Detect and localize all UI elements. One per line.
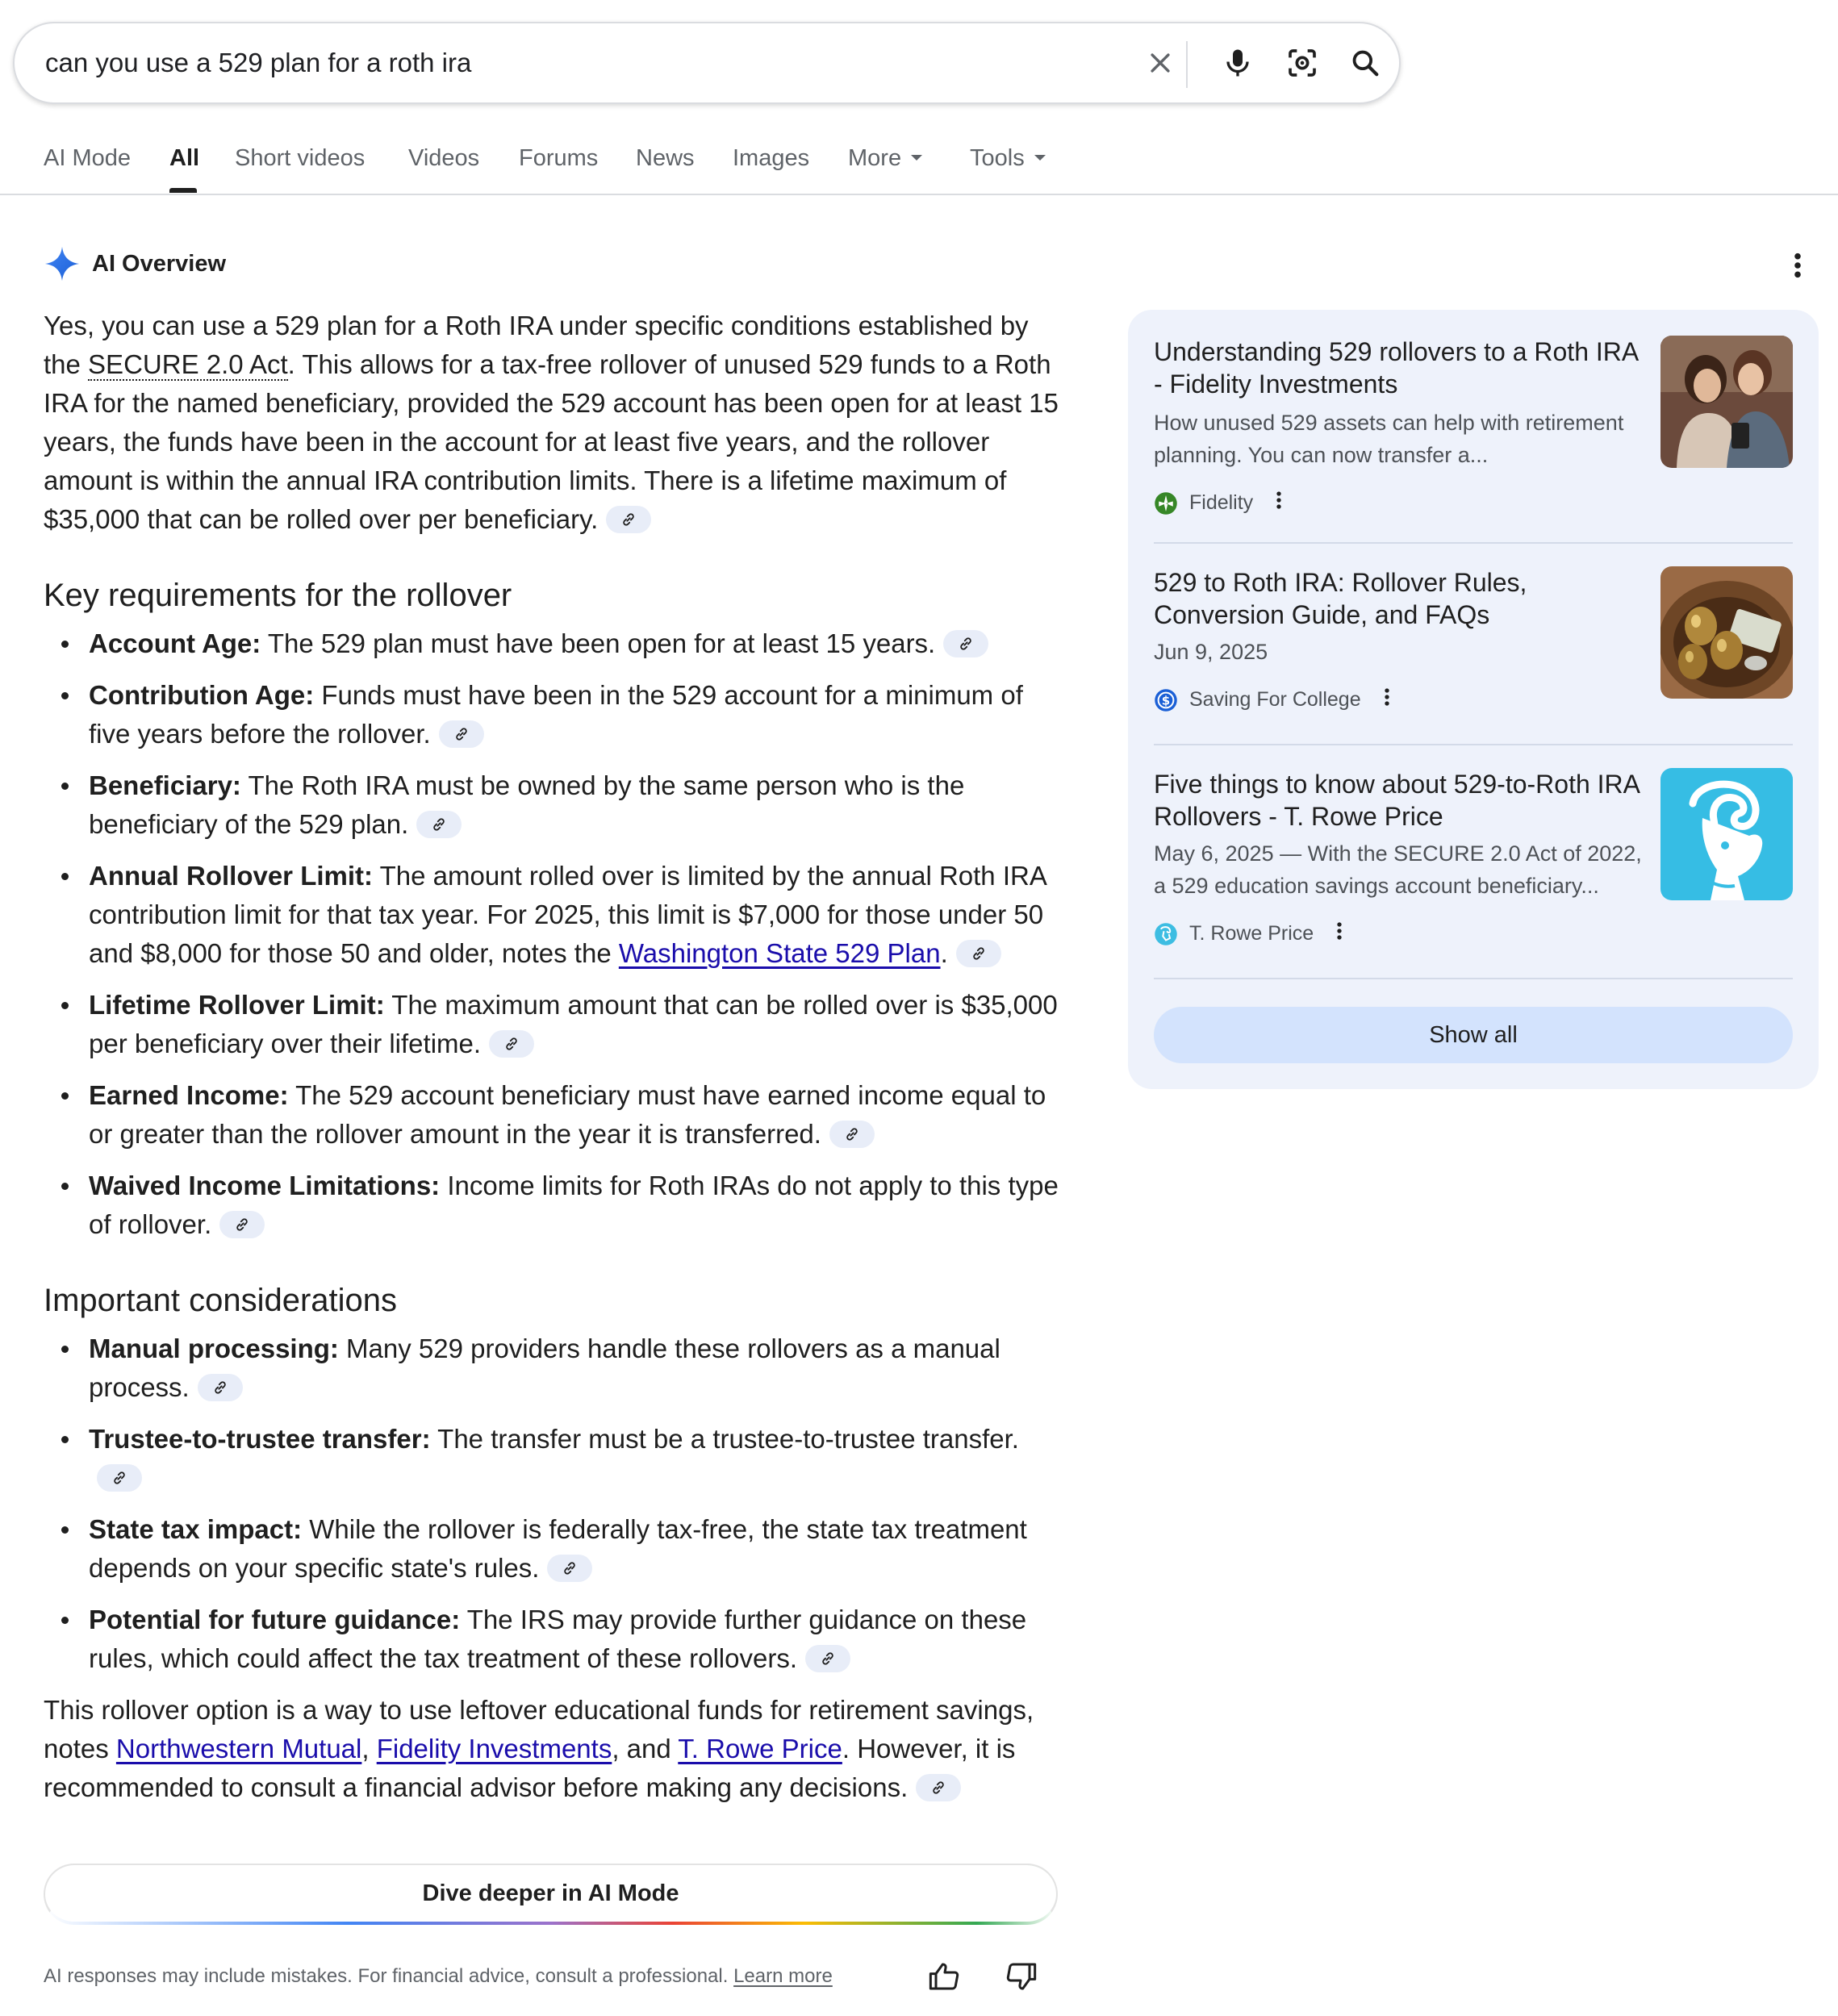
tab-news[interactable]: News	[636, 145, 695, 171]
citation-link-icon[interactable]	[805, 1645, 850, 1672]
list-item: Lifetime Rollover Limit: The maximum amount that can be rolled over is $35,000 per beneficiary over their lifetime.	[44, 986, 1060, 1063]
dive-deeper-button[interactable]: Dive deeper in AI Mode	[44, 1864, 1058, 1925]
intro-text-1: Yes, you can use a 529 plan for a Roth IRA under specific conditions established by the	[44, 311, 1029, 379]
tab-more[interactable]	[848, 145, 922, 172]
citation-link-icon[interactable]	[198, 1374, 243, 1401]
citation-link-icon[interactable]	[547, 1555, 592, 1582]
source-site	[1154, 920, 1343, 948]
more-options-icon[interactable]	[1336, 920, 1343, 948]
source-card-t-rowe-price[interactable]	[1154, 768, 1793, 962]
ai-overview-content	[44, 307, 1060, 1807]
tab-ai-mode[interactable]: AI Mode	[44, 145, 131, 171]
citation-link-icon[interactable]	[489, 1030, 534, 1058]
show-all-button[interactable]: Show all	[1154, 1007, 1793, 1063]
ai-disclaimer	[44, 1965, 833, 1988]
citation-link-icon[interactable]	[416, 811, 462, 838]
sources-panel	[1128, 310, 1819, 1089]
source-description: Jun 9, 2025	[1154, 640, 1268, 664]
tab-all[interactable]: All	[169, 145, 200, 171]
list-item: Manual processing: Many 529 providers handle these rollovers as a manual process.	[44, 1329, 1060, 1407]
list-item: Potential for future guidance: The IRS may provide further guidance on these rules, which could affect the tax treatment of these rollovers.	[44, 1601, 1060, 1678]
more-options-icon[interactable]	[1276, 489, 1282, 517]
secure-act-term[interactable]: SECURE 2.0 Act	[88, 349, 288, 379]
northwestern-mutual-link[interactable]: Northwestern Mutual	[115, 1734, 362, 1763]
list-item: Contribution Age: Funds must have been in the 529 account for a minimum of five years before the rollover.	[44, 676, 1060, 753]
fidelity-favicon-icon	[1154, 491, 1178, 515]
learn-more-link[interactable]: Learn more	[733, 1965, 833, 1987]
source-thumbnail-nest-eggs[interactable]	[1660, 566, 1793, 699]
source-divider	[1154, 542, 1793, 544]
source-title[interactable]: 529 to Roth IRA: Rollover Rules, Conversion Guide, and FAQs	[1154, 568, 1527, 629]
list-item: Account Age: The 529 plan must have been open for at least 15 years.	[44, 624, 1060, 663]
citation-link-icon[interactable]	[916, 1774, 961, 1801]
search-divider	[1186, 41, 1188, 88]
source-card-saving-for-college[interactable]	[1154, 566, 1793, 728]
requirements-heading: Key requirements for the rollover	[44, 578, 512, 613]
source-thumbnail-ram-logo[interactable]	[1660, 768, 1793, 900]
active-tab-indicator	[169, 188, 197, 193]
citation-link-icon[interactable]	[956, 940, 1001, 967]
list-item: State tax impact: While the rollover is federally tax-free, the state tax treatment depends on your specific state's rules.	[44, 1510, 1060, 1588]
more-options-icon[interactable]	[1384, 686, 1390, 714]
citation-link-icon[interactable]	[606, 506, 651, 533]
fidelity-investments-link[interactable]: Fidelity Investments	[376, 1734, 612, 1763]
list-item: Beneficiary: The Roth IRA must be owned by the same person who is the beneficiary of the 529 plan.	[44, 766, 1060, 844]
citation-link-icon[interactable]	[829, 1121, 875, 1148]
list-item: Earned Income: The 529 account beneficiary must have earned income equal to or greater than the rollover amount in the year it is transferred.	[44, 1076, 1060, 1154]
source-description: May 6, 2025 — With the SECURE 2.0 Act of 2022, a 529 education savings account beneficiary...	[1154, 841, 1642, 898]
tab-videos[interactable]: Videos	[408, 145, 480, 171]
search-tabs	[0, 136, 1838, 195]
source-site-name: Fidelity	[1189, 491, 1254, 514]
tab-tools[interactable]	[970, 145, 1046, 172]
chevron-down-icon	[1034, 155, 1046, 161]
t-rowe-price-link[interactable]: T. Rowe Price	[678, 1734, 842, 1763]
ai-overview-label: AI Overview	[92, 250, 227, 277]
tab-more-label: More	[848, 145, 902, 171]
tab-tools-label: Tools	[970, 145, 1025, 171]
washington-529-link[interactable]: Washington State 529 Plan	[618, 938, 941, 968]
chevron-down-icon	[911, 155, 922, 161]
list-item: Waived Income Limitations: Income limits for Roth IRAs do not apply to this type of rollover.	[44, 1167, 1060, 1244]
source-divider	[1154, 744, 1793, 745]
source-title[interactable]: Understanding 529 rollovers to a Roth IRA - Fidelity Investments	[1154, 337, 1638, 399]
source-card-fidelity[interactable]	[1154, 336, 1793, 521]
citation-link-icon[interactable]	[439, 720, 484, 748]
thumbs-down-icon[interactable]	[1004, 1959, 1039, 1994]
tab-forums[interactable]: Forums	[519, 145, 599, 171]
source-site-name: T. Rowe Price	[1189, 922, 1314, 945]
thumbs-up-icon[interactable]	[926, 1959, 962, 1994]
search-input[interactable]: can you use a 529 plan for a roth ira	[45, 48, 472, 77]
microphone-icon[interactable]	[1213, 23, 1262, 102]
source-divider	[1154, 978, 1793, 979]
tab-images[interactable]: Images	[733, 145, 810, 171]
source-site	[1154, 489, 1282, 517]
citation-link-icon[interactable]	[943, 630, 988, 657]
intro-text-2: . This allows for a tax-free rollover of unused 529 funds to a Roth IRA for the named beneficiary, provided the 529 account has been open for at least 15 years, the funds have been in the account for at least five years, and the rollover amount is within the annual IRA contribution limits. There is a lifetime maximum of $35,000 that can be rolled over per beneficiary.	[44, 349, 1059, 534]
tab-short-videos[interactable]: Short videos	[235, 145, 366, 171]
considerations-heading: Important considerations	[44, 1283, 398, 1318]
search-icon[interactable]	[1341, 23, 1389, 102]
source-title[interactable]: Five things to know about 529-to-Roth IRA Rollovers - T. Rowe Price	[1154, 770, 1640, 831]
camera-lens-icon[interactable]	[1278, 23, 1326, 102]
disclaimer-text: AI responses may include mistakes. For financial advice, consult a professional.	[44, 1965, 734, 1987]
citation-link-icon[interactable]	[97, 1464, 142, 1492]
list-item: Trustee-to-trustee transfer: The transfer must be a trustee-to-trustee transfer.	[44, 1420, 1060, 1497]
search-box[interactable]	[13, 22, 1401, 104]
saving-for-college-favicon-icon	[1154, 688, 1178, 712]
clear-icon[interactable]	[1136, 23, 1184, 102]
more-options-icon[interactable]	[1793, 252, 1802, 283]
closing-paragraph: This rollover option is a way to use leftover educational funds for retirement savings, notes Northwestern Mutual, Fidelity Investments, and T. Rowe Price. However, it is recommended to consult a financial advisor before making any decisions.	[44, 1695, 1034, 1802]
requirements-list	[44, 624, 1060, 1244]
t-rowe-price-favicon-icon	[1154, 922, 1178, 946]
ai-overview-header	[44, 245, 226, 282]
source-description: How unused 529 assets can help with retirement planning. You can now transfer a...	[1154, 411, 1624, 467]
source-thumbnail-photo[interactable]	[1660, 336, 1793, 468]
citation-link-icon[interactable]	[219, 1211, 265, 1238]
intro-paragraph	[44, 307, 1060, 539]
source-site-name: Saving For College	[1189, 688, 1361, 711]
sparkle-icon	[44, 245, 81, 282]
considerations-list	[44, 1329, 1060, 1678]
list-item: Annual Rollover Limit: The amount rolled over is limited by the annual Roth IRA contribution limit for that tax year. For 2025, this limit is $7,000 for those under 50 and $8,000 for those 50 and older, notes the Washington State 529 Plan.	[44, 857, 1060, 973]
svg-text:$: $	[1161, 693, 1171, 708]
source-site	[1154, 686, 1390, 714]
